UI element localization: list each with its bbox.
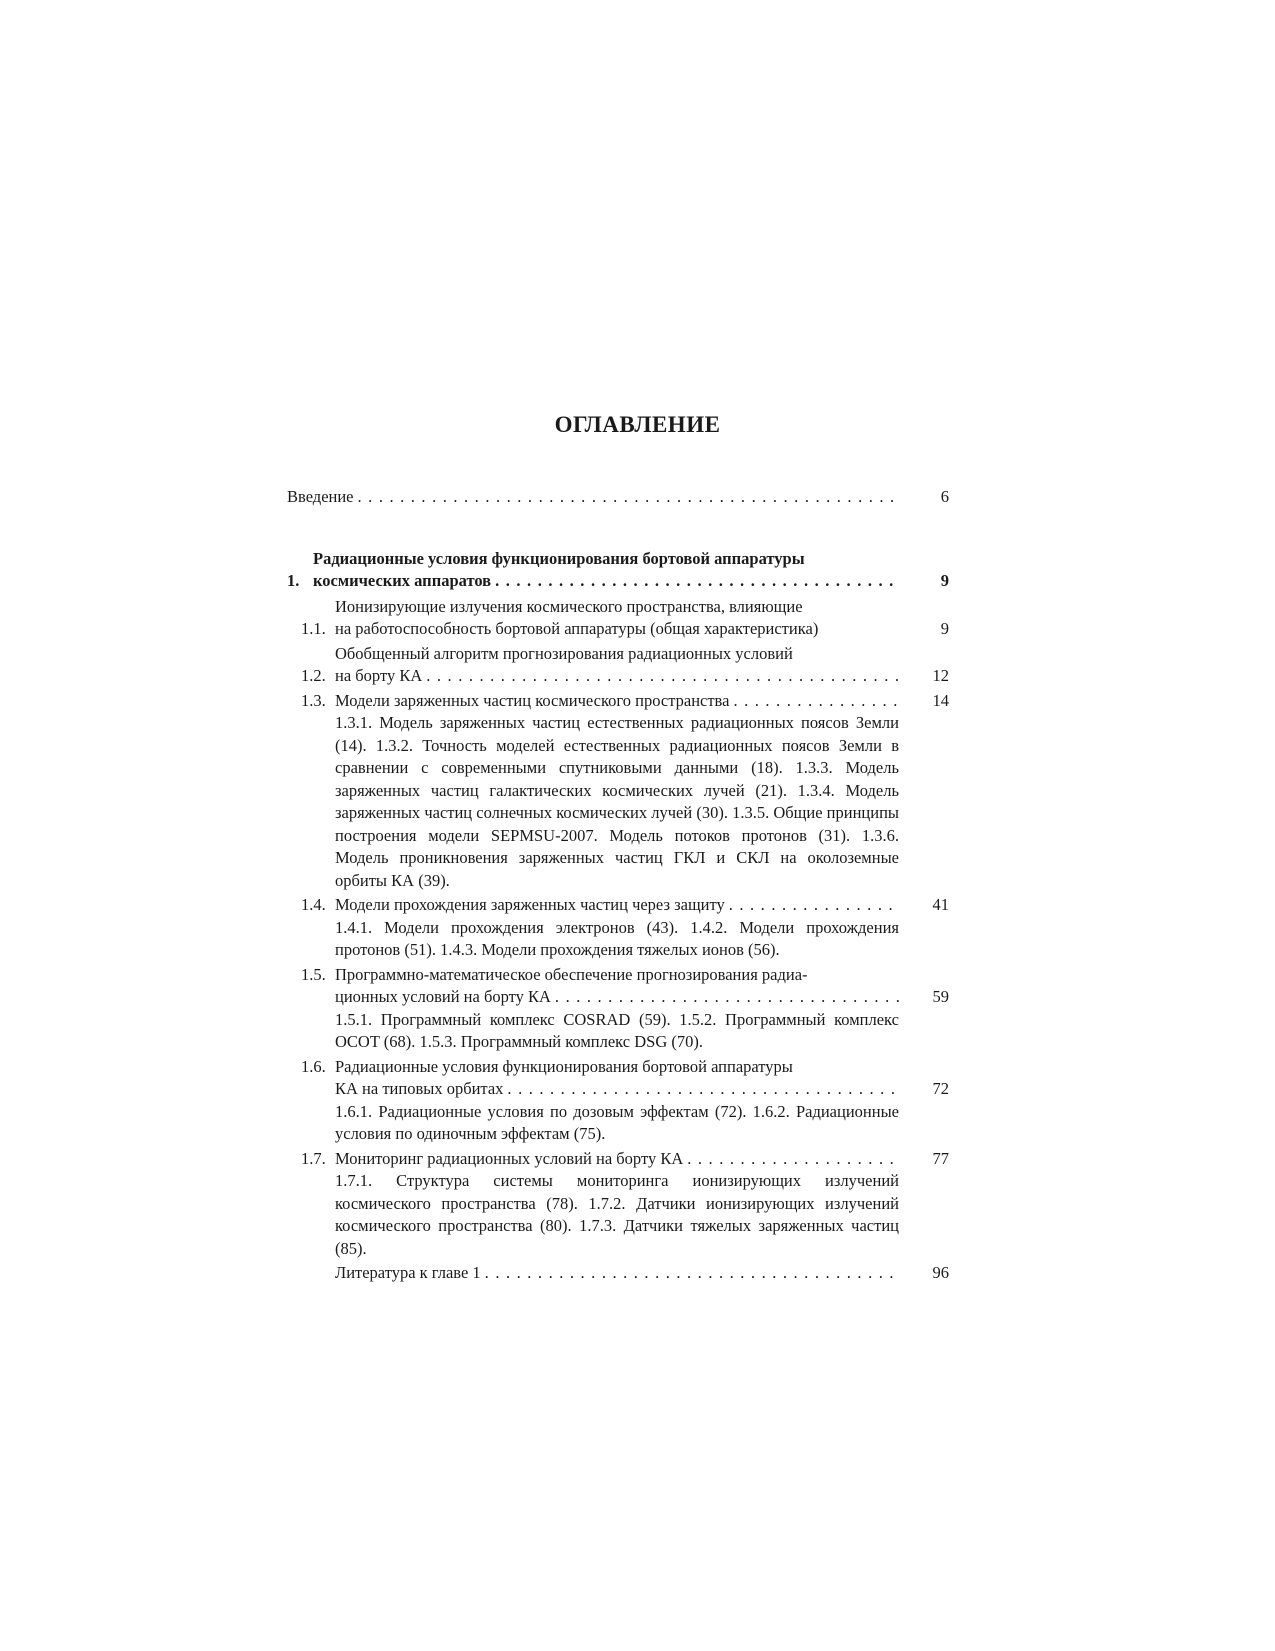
section-title: Модели заряженных частиц космического пространства [335, 690, 730, 710]
page-number: 96 [932, 1263, 949, 1282]
section-title-line2: на борту КА [335, 666, 423, 685]
page-number: 12 [932, 666, 949, 685]
page-title: ОГЛАВЛЕНИЕ [554, 412, 721, 437]
dot-leader [485, 1262, 899, 1285]
toc-entry-intro[interactable] [287, 486, 949, 509]
chapter-number: 1. [287, 571, 300, 590]
section-number: 1.4. [301, 895, 326, 914]
section-title: Мониторинг радиационных условий на борту КА [335, 1148, 684, 1168]
dot-leader [507, 1078, 899, 1101]
toc-chapter-1[interactable] [287, 548, 949, 593]
section-title-line1: Радиационные условия функционирования бортовой аппаратуры [335, 1056, 793, 1076]
section-number: 1.3. [301, 690, 326, 710]
page-number: 41 [932, 895, 949, 914]
section-number: 1.1. [301, 619, 326, 638]
subsection-list: 1.4.1. Модели прохождения электронов (43). 1.4.2. Модели прохождения протонов (51). 1.4.3. Модели прохождения тяжелых ионов (56). [335, 917, 899, 959]
page-number: 14 [932, 690, 949, 710]
page-number: 72 [932, 1079, 949, 1098]
toc-section-1-2[interactable] [287, 643, 949, 688]
section-title-line2: на работоспособность бортовой аппаратуры (общая характеристика) [335, 619, 819, 638]
dot-leader [358, 486, 899, 509]
toc-entry-label: Введение [287, 487, 354, 506]
section-title-line1: Ионизирующие излучения космического пространства, влияющие [335, 596, 803, 616]
section-title: Модели прохождения заряженных частиц через защиту [335, 895, 725, 914]
page-number: 77 [932, 1148, 949, 1168]
toc-section-1-5[interactable] [287, 964, 949, 1054]
dot-leader [687, 1148, 899, 1171]
dot-leader [495, 570, 899, 593]
section-title-line1: Программно-математическое обеспечение прогнозирования радиа- [335, 964, 808, 984]
subsection-list: 1.3.1. Модель заряженных частиц естественных радиационных поясов Земли (14). 1.3.2. Точность моделей естественных радиационных поясов Земли в сравнении с современными спутниковыми данными (18). 1.3.3. Модель заряженных частиц галактических космических лучей (21). 1.3.4. Модель заряженных частиц солнечных космических лучей (30). 1.3.5. Общие принципы построения модели SEPMSU-2007. Модель потоков протонов (31). 1.3.6. Модель проникновения заряженных частиц ГКЛ и СКЛ на околоземные орбиты КА (39). [335, 713, 899, 890]
page-number: 9 [940, 619, 949, 638]
section-number: 1.6. [301, 1056, 326, 1076]
section-title-line2: ционных условий на борту КА [335, 987, 551, 1006]
page-number: 59 [932, 987, 949, 1006]
section-number: 1.7. [301, 1148, 326, 1168]
dot-leader [729, 894, 899, 917]
subsection-list: 1.5.1. Программный комплекс COSRAD (59). 1.5.2. Программный комплекс OCOT (68). 1.5.3. Программный комплекс DSG (70). [335, 1009, 899, 1051]
subsection-list: 1.7.1. Структура системы мониторинга ионизирующих излучений космического пространства (78). 1.7.2. Датчики ионизирующих излучений космического пространства (80). 1.7.3. Датчики тяжелых заряженных частиц (85). [335, 1171, 899, 1258]
toc-entry-literature[interactable] [287, 1262, 949, 1285]
subsection-list: 1.6.1. Радиационные условия по дозовым эффектам (72). 1.6.2. Радиационные условия по одиночным эффектам (75). [335, 1101, 899, 1143]
page-number: 9 [940, 571, 949, 590]
dot-leader [733, 690, 899, 713]
toc-section-1-1[interactable] [287, 596, 949, 641]
table-of-contents [287, 486, 949, 1285]
section-number: 1.5. [301, 964, 326, 984]
section-title-line2: КА на типовых орбитах [335, 1079, 504, 1098]
chapter-title-line1: Радиационные условия функционирования бортовой аппаратуры [313, 548, 805, 568]
dot-leader [426, 665, 899, 688]
chapter-title-line2: космических аппаратов [313, 571, 492, 590]
dot-leader [555, 986, 899, 1009]
toc-section-1-6[interactable] [287, 1056, 949, 1146]
toc-section-1-7[interactable] [287, 1148, 949, 1261]
toc-section-1-3[interactable] [287, 690, 949, 893]
toc-section-1-4[interactable] [287, 894, 949, 962]
section-number: 1.2. [301, 666, 326, 685]
page-number: 6 [940, 487, 949, 506]
literature-label: Литература к главе 1 [335, 1263, 481, 1282]
section-title-line1: Обобщенный алгоритм прогнозирования радиационных условий [335, 643, 793, 663]
